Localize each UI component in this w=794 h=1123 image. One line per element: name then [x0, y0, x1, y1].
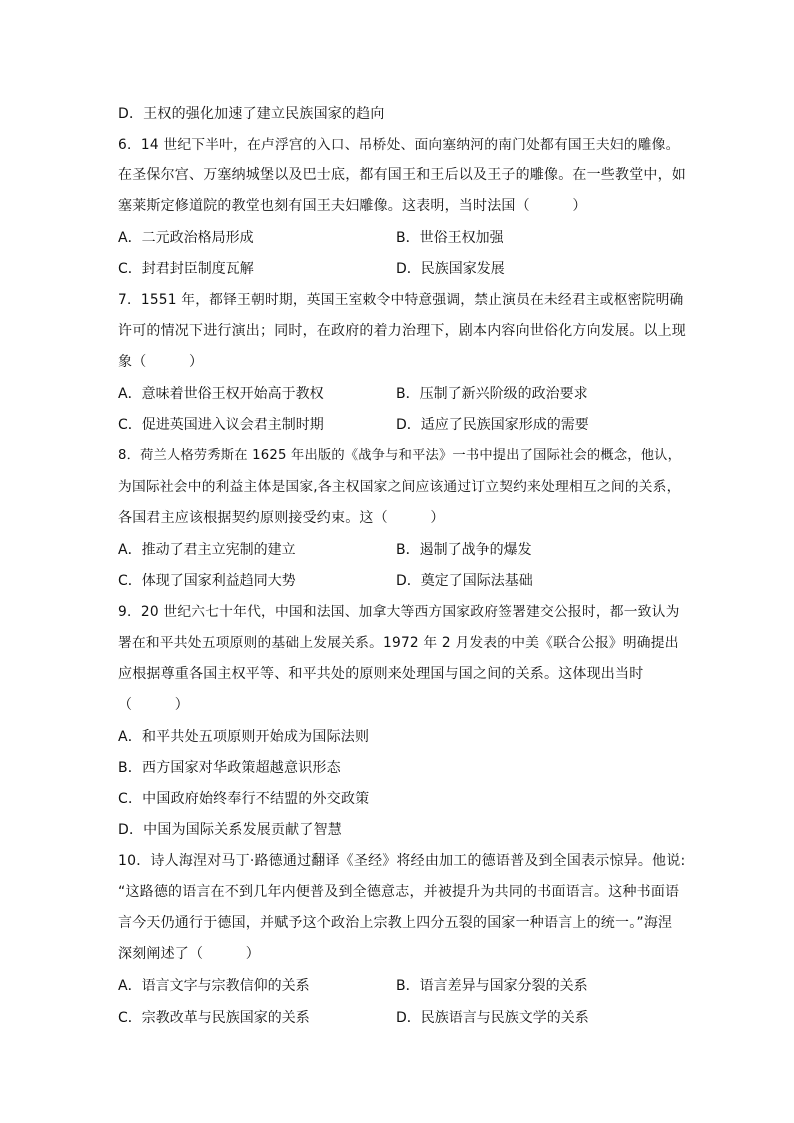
- q6-stem-line-1: 6．14 世纪下半叶，在卢浮宫的入口、吊桥处、面向塞纳河的南门处都有国王夫妇的雕像。: [118, 137, 680, 153]
- q10-options-row-2: [118, 1009, 688, 1027]
- q8-option-c[interactable]: C．体现了国家利益趋同大势: [118, 573, 296, 589]
- q7-options-row-1: [118, 385, 688, 403]
- q6-stem-line-2: 在圣保尔宫、万塞纳城堡以及巴士底，都有国王和王后以及王子的雕像。在一些教堂中，如: [118, 167, 686, 183]
- q6-stem-line-3: 塞莱斯定修道院的教堂也刻有国王夫妇雕像。这表明，当时法国（ ）: [118, 198, 587, 214]
- q9-stem-line-2: 署在和平共处五项原则的基础上发展关系。1972 年 2 月发表的中美《联合公报》明确提出: [118, 635, 679, 651]
- q5-option-d: D．王权的强化加速了建立民族国家的趋向: [118, 106, 385, 122]
- q10-option-d[interactable]: D．民族语言与民族文学的关系: [396, 1010, 589, 1026]
- q8-options-row-1: [118, 541, 688, 559]
- q8-stem-line-2: 为国际社会中的利益主体是国家,各主权国家之间应该通过订立契约来处理相互之间的关系，: [118, 479, 681, 495]
- q7-stem-line-3: 象（ ）: [118, 354, 204, 370]
- q8-stem-line-3: 各国君主应该根据契约原则接受约束。这（ ）: [118, 510, 445, 526]
- q10-option-c[interactable]: C．宗教改革与民族国家的关系: [118, 1010, 310, 1026]
- q9-option-b[interactable]: B．西方国家对华政策超越意识形态: [118, 760, 341, 776]
- q9-stem-line-3: 应根据尊重各国主权平等、和平共处的原则来处理国与国之间的关系。这体现出当时: [118, 666, 644, 682]
- q10-stem-line-1: 10．诗人海涅对马丁·路德通过翻译《圣经》将经由加工的德语普及到全国表示惊异。他说:: [118, 853, 686, 869]
- q6-option-d[interactable]: D．民族国家发展: [396, 261, 505, 277]
- q10-option-a[interactable]: A．语言文字与宗教信仰的关系: [118, 978, 310, 994]
- q8-stem-line-1: 8．荷兰人格劳秀斯在 1625 年出版的《战争与和平法》一书中提出了国际社会的概念，他认，: [118, 448, 682, 463]
- q9-stem-line-1: 9．20 世纪六七十年代，中国和法国、加拿大等西方国家政府签署建交公报时，都一致认为: [118, 604, 680, 620]
- q10-stem-line-3: 言今天仍通行于德国，并赋予这个政治上宗教上四分五裂的国家一种语言上的统一。”海涅: [118, 915, 673, 931]
- q8-option-b[interactable]: B．遏制了战争的爆发: [396, 542, 532, 558]
- q7-stem-line-1: 7．1551 年，都铎王朝时期，英国王室敕令中特意强调，禁止演员在未经君主或枢密院明确: [118, 292, 684, 308]
- q7-option-b[interactable]: B．压制了新兴阶级的政治要求: [396, 386, 588, 402]
- q7-option-d[interactable]: D．适应了民族国家形成的需要: [396, 417, 589, 433]
- q9-stem-line-4: （ ）: [118, 697, 189, 713]
- q6-option-b[interactable]: B．世俗王权加强: [396, 230, 504, 246]
- q7-options-row-2: [118, 416, 688, 434]
- q6-option-a[interactable]: A．二元政治格局形成: [118, 230, 254, 246]
- q6-options-row-1: [118, 229, 688, 247]
- q10-option-b[interactable]: B．语言差异与国家分裂的关系: [396, 978, 588, 994]
- q10-options-row-1: [118, 977, 688, 995]
- q9-option-d[interactable]: D．中国为国际关系发展贡献了智慧: [118, 822, 342, 838]
- q6-option-c[interactable]: C．封君封臣制度瓦解: [118, 261, 254, 277]
- q7-option-a[interactable]: A．意味着世俗王权开始高于教权: [118, 386, 324, 402]
- q10-stem-line-2: “这路德的语言在不到几年内便普及到全德意志，并被提升为共同的书面语言。这种书面语: [118, 884, 680, 900]
- q10-stem-line-4: 深刻阐述了（ ）: [118, 946, 260, 962]
- q8-option-a[interactable]: A．推动了君主立宪制的建立: [118, 542, 296, 558]
- q9-option-c[interactable]: C．中国政府始终奉行不结盟的外交政策: [118, 791, 370, 807]
- q9-option-a[interactable]: A．和平共处五项原则开始成为国际法则: [118, 729, 370, 745]
- q7-stem-line-2: 许可的情况下进行演出；同时，在政府的着力治理下，剧本内容向世俗化方向发展。以上现: [118, 323, 686, 339]
- q6-options-row-2: [118, 260, 688, 278]
- q7-option-c[interactable]: C．促进英国进入议会君主制时期: [118, 417, 324, 433]
- q8-options-row-2: [118, 572, 688, 590]
- q8-option-d[interactable]: D．奠定了国际法基础: [396, 573, 533, 589]
